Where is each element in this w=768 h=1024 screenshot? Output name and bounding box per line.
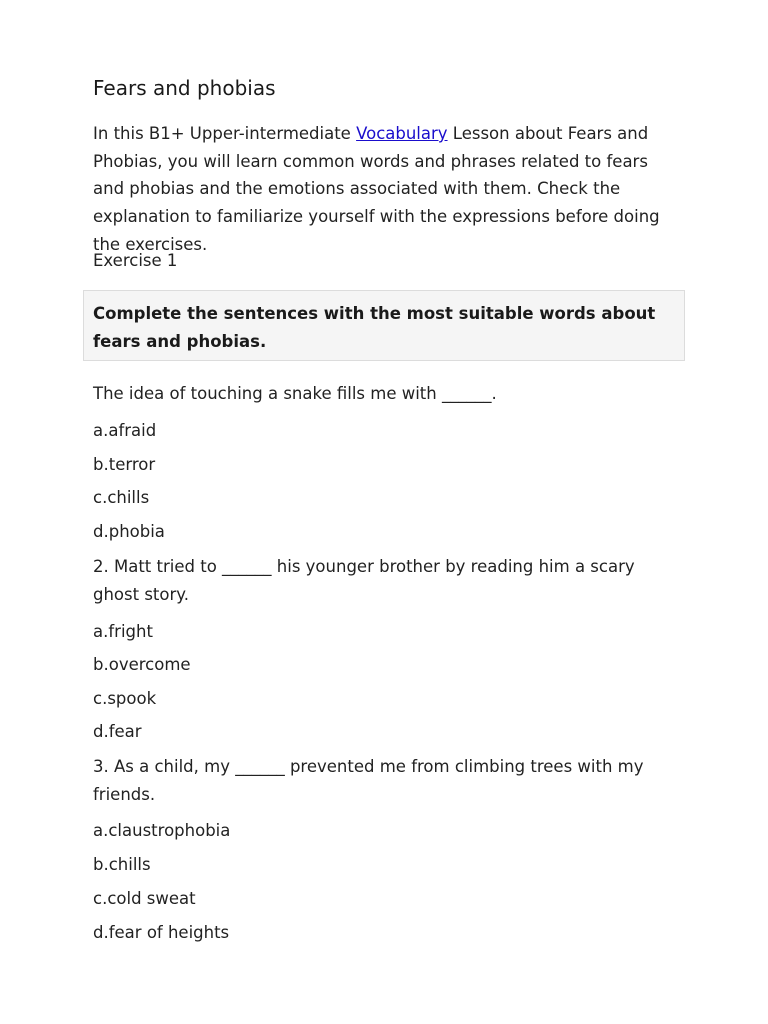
question-3-option-a: a.claustrophobia (93, 821, 231, 840)
intro-text-start: In this B1+ Upper-intermediate (93, 124, 357, 143)
instruction-box (83, 290, 685, 361)
question-3-option-b: b.chills (93, 855, 151, 874)
question-1-option-d: d.phobia (93, 522, 165, 541)
question-2-option-d: d.fear (93, 722, 142, 741)
intro-text-end: Lesson about Fears and Phobias, you will learn common words and phrases related to fears and phobias and the emotions associated with them. Check the explanation to familiarize yourself with the expressions before doing the exercises. (93, 124, 660, 254)
instruction-text: Complete the sentences with the most suitable words about fears and phobias. (93, 304, 656, 351)
vocabulary-link[interactable]: Vocabulary (356, 124, 448, 143)
question-3-option-d: d.fear of heights (93, 923, 230, 942)
page-title: Fears and phobias (93, 76, 276, 100)
question-1-option-c: c.chills (93, 488, 150, 507)
question-1-option-b: b.terror (93, 455, 156, 474)
question-2: 2. Matt tried to ______ his younger brother by reading him a scary ghost story. (93, 557, 635, 604)
question-3-option-c: c.cold sweat (93, 889, 196, 908)
question-3: 3. As a child, my ______ prevented me from climbing trees with my friends. (93, 757, 644, 804)
question-1-option-a: a.afraid (93, 421, 157, 440)
question-2-option-b: b.overcome (93, 655, 191, 674)
question-2-option-c: c.spook (93, 689, 157, 708)
intro-paragraph (93, 120, 673, 259)
question-2-option-a: a.fright (93, 622, 153, 641)
exercise-label: Exercise 1 (93, 251, 178, 270)
question-1: The idea of touching a snake fills me with ______. (93, 384, 497, 403)
